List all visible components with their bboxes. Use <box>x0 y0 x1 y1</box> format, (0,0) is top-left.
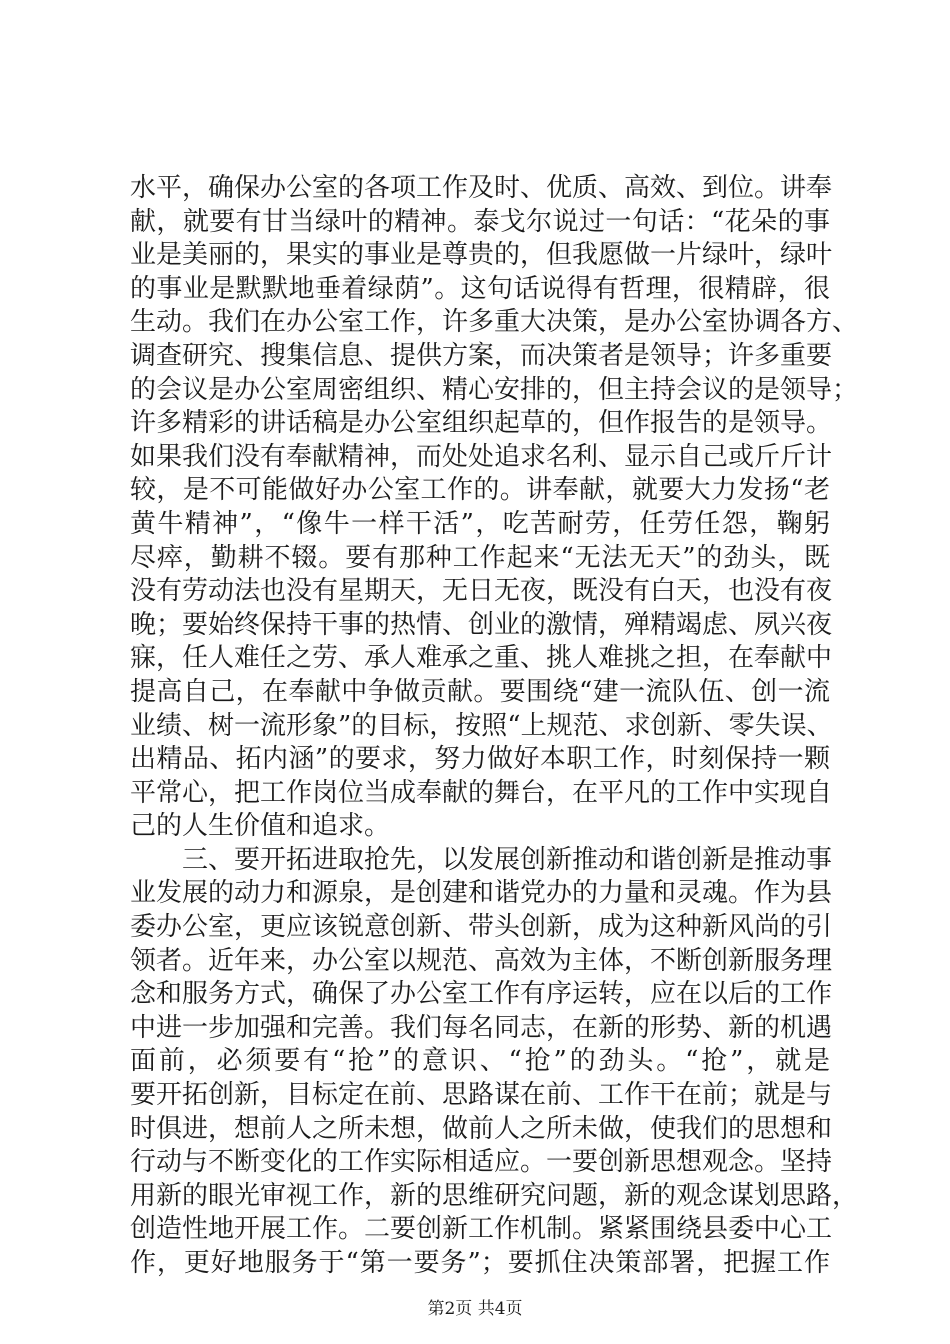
text-line: 的事业是默默地垂着绿荫”。这句话说得有哲理，很精辟，很 <box>130 273 830 304</box>
text-line: 领者。近年来，办公室以规范、高效为主体，不断创新服务理 <box>130 945 833 976</box>
text-line: 业是美丽的，果实的事业是尊贵的，但我愿做一片绿叶，绿叶 <box>130 240 833 271</box>
text-line: 作，更好地服务于“第一要务”；要抓住决策部署，把握工作 <box>130 1248 830 1278</box>
text-line: 委办公室，更应该锐意创新、带头创新，成为这种新风尚的引 <box>130 912 833 943</box>
text-line: 时俱进，想前人之所未想，做前人之所未做，使我们的思想和 <box>130 1113 833 1144</box>
text-line: 尽瘁，勤耕不辍。要有那种工作起来“无法无天”的劲头，既 <box>130 542 830 573</box>
text-line: 业发展的动力和源泉，是创建和谐党办的力量和灵魂。作为县 <box>130 878 833 909</box>
text-line: 献，就要有甘当绿叶的精神。泰戈尔说过一句话：“花朵的事 <box>130 206 830 237</box>
text-line: 许多精彩的讲话稿是办公室组织起草的，但作报告的是领导。 <box>130 408 833 439</box>
text-line: 提高自己，在奉献中争做贡献。要围绕“建一流队伍、创一流 <box>130 676 830 707</box>
text-line: 的会议是办公室周密组织、精心安排的，但主持会议的是领导； <box>130 374 859 405</box>
document-body <box>130 172 859 1281</box>
text-line: 寐，任人难任之劳、承人难承之重、挑人难挑之担，在奉献中 <box>130 643 833 674</box>
text-line: 创造性地开展工作。二要创新工作机制。紧紧围绕县委中心工 <box>130 1214 833 1245</box>
text-line: 行动与不断变化的工作实际相适应。一要创新思想观念。坚持 <box>130 1147 833 1178</box>
text-line: 生动。我们在办公室工作，许多重大决策，是办公室协调各方、 <box>130 307 859 338</box>
text-line: 己的人生价值和追求。 <box>130 811 391 842</box>
text-line: 面前，必须要有“抢”的意识、“抢”的劲头。“抢”，就是 <box>130 1046 830 1077</box>
section-heading-line: 三、要开拓进取抢先，以发展创新推动和谐创新是推动事 <box>182 844 833 875</box>
text-line: 念和服务方式，确保了办公室工作有序运转，应在以后的工作 <box>130 979 833 1010</box>
text-line: 如果我们没有奉献精神，而处处追求名利、显示自己或斤斤计 <box>130 441 833 472</box>
text-line: 用新的眼光审视工作，新的思维研究问题，新的观念谋划思路， <box>130 1180 859 1211</box>
text-line: 较，是不可能做好办公室工作的。讲奉献，就要大力发扬“老 <box>130 475 830 506</box>
text-line: 出精品、拓内涵”的要求，努力做好本职工作，时刻保持一颗 <box>130 744 830 775</box>
text-line: 业绩、树一流形象”的目标，按照“上规范、求创新、零失误、 <box>130 710 833 741</box>
text-line: 没有劳动法也没有星期天，无日无夜，既没有白天，也没有夜 <box>130 576 833 607</box>
text-line: 晚；要始终保持干事的热情、创业的激情，殚精竭虑、夙兴夜 <box>130 609 833 640</box>
text-line: 黄牛精神”，“像牛一样干活”，吃苦耐劳，任劳任怨，鞠躬 <box>130 508 830 539</box>
text-line: 水平，确保办公室的各项工作及时、优质、高效、到位。讲奉 <box>130 173 833 203</box>
page-number-footer: 第2页 共4页 <box>427 1299 523 1319</box>
text-line: 平常心，把工作岗位当成奉献的舞台，在平凡的工作中实现自 <box>130 777 833 808</box>
text-line: 要开拓创新，目标定在前、思路谋在前、工作干在前；就是与 <box>130 1080 833 1111</box>
text-line: 中进一步加强和完善。我们每名同志，在新的形势、新的机遇 <box>130 1012 833 1043</box>
text-line: 调查研究、搜集信息、提供方案，而决策者是领导；许多重要 <box>130 340 833 371</box>
